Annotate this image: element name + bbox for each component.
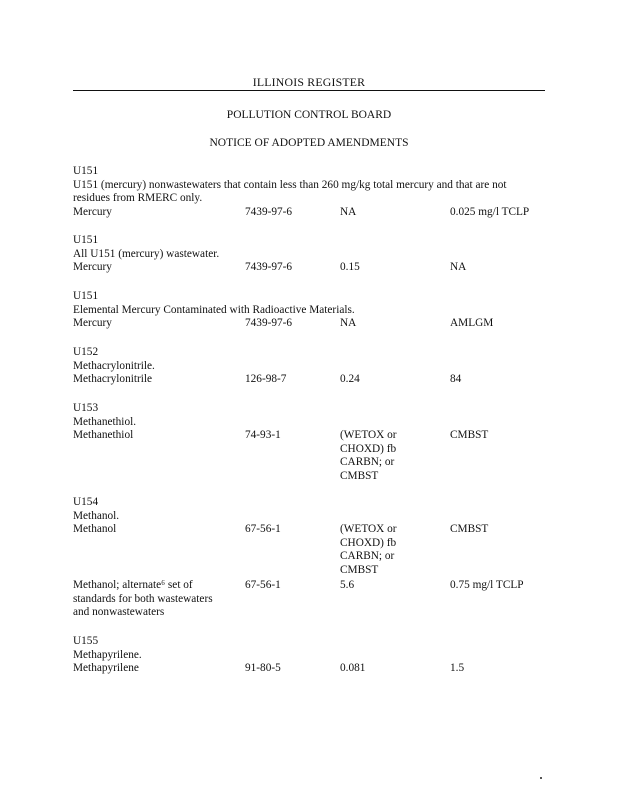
waste-entry bbox=[73, 290, 545, 331]
waste-description: Elemental Mercury Contaminated with Radioactive Materials. bbox=[73, 303, 355, 316]
nonwastewater-standard: AMLGM bbox=[450, 317, 494, 330]
register-title: ILLINOIS REGISTER bbox=[252, 75, 366, 89]
waste-entry bbox=[73, 402, 545, 485]
cas-number: 126-98-7 bbox=[245, 373, 287, 386]
waste-description: Methanol. bbox=[73, 509, 120, 522]
constituent-row bbox=[73, 261, 545, 275]
constituent-row bbox=[73, 662, 545, 676]
board-title: POLLUTION CONTROL BOARD bbox=[226, 109, 392, 121]
wastewater-standard: (WETOX or CHOXD) fb CARBN; or CMBST bbox=[340, 429, 397, 482]
nonwastewater-standard: 1.5 bbox=[450, 662, 465, 675]
waste-description: All U151 (mercury) wastewater. bbox=[73, 247, 220, 260]
waste-code: U155 bbox=[73, 635, 99, 647]
nonwastewater-standard: 0.75 mg/l TCLP bbox=[450, 579, 524, 592]
constituent-row bbox=[73, 206, 545, 220]
constituent-name: Methanol; alternate⁶ set of standards for both wastewaters and nonwastewaters bbox=[73, 579, 213, 619]
constituent-row bbox=[73, 373, 545, 387]
waste-entry bbox=[73, 234, 545, 275]
nonwastewater-standard: 0.025 mg/l TCLP bbox=[450, 205, 530, 218]
waste-code: U151 bbox=[73, 290, 99, 302]
constituent-row bbox=[73, 579, 545, 621]
waste-description: Methacrylonitrile. bbox=[73, 359, 155, 372]
cas-number: 7439-97-6 bbox=[245, 261, 293, 274]
constituent-name: Mercury bbox=[73, 317, 112, 330]
cas-number: 74-93-1 bbox=[245, 429, 281, 442]
wastewater-standard: 0.081 bbox=[340, 662, 366, 675]
waste-code: U152 bbox=[73, 346, 99, 358]
cas-number: 91-80-5 bbox=[245, 662, 281, 675]
nonwastewater-standard: CMBST bbox=[450, 523, 489, 536]
wastewater-standard: 5.6 bbox=[340, 579, 355, 592]
waste-code: U153 bbox=[73, 402, 99, 414]
waste-description: Methanethiol. bbox=[73, 415, 137, 428]
constituent-name: Methapyrilene bbox=[73, 662, 139, 675]
nonwastewater-standard: 84 bbox=[450, 373, 462, 386]
nonwastewater-standard: CMBST bbox=[450, 429, 489, 442]
waste-entry bbox=[73, 165, 545, 220]
waste-code: U154 bbox=[73, 496, 99, 508]
constituent-row bbox=[73, 317, 545, 331]
waste-description: Methapyrilene. bbox=[73, 648, 142, 661]
cas-number: 7439-97-6 bbox=[245, 317, 293, 330]
constituent-name: Mercury bbox=[73, 205, 112, 218]
nonwastewater-standard: NA bbox=[450, 261, 467, 274]
waste-description: U151 (mercury) nonwastewaters that contain less than 260 mg/kg total mercury and that are not residues from RMERC only. bbox=[73, 178, 507, 205]
cas-number: 67-56-1 bbox=[245, 523, 281, 536]
constituent-name: Methacrylonitrile bbox=[73, 373, 153, 386]
waste-code: U151 bbox=[73, 165, 99, 177]
wastewater-standard: NA bbox=[340, 317, 357, 330]
wastewater-standard: 0.24 bbox=[340, 373, 360, 386]
constituent-name: Mercury bbox=[73, 261, 112, 274]
waste-code: U151 bbox=[73, 234, 99, 246]
waste-entry bbox=[73, 635, 545, 676]
wastewater-standard: NA bbox=[340, 205, 357, 218]
wastewater-standard: (WETOX or CHOXD) fb CARBN; or CMBST bbox=[340, 523, 397, 576]
scan-speck bbox=[540, 777, 542, 779]
cas-number: 7439-97-6 bbox=[245, 205, 293, 218]
constituent-row bbox=[73, 429, 545, 485]
constituent-name: Methanethiol bbox=[73, 429, 134, 442]
header-rule bbox=[73, 90, 545, 91]
waste-entry bbox=[73, 496, 545, 621]
notice-title: NOTICE OF ADOPTED AMENDMENTS bbox=[209, 137, 409, 149]
cas-number: 67-56-1 bbox=[245, 579, 281, 592]
constituent-name: Methanol bbox=[73, 523, 117, 536]
wastewater-standard: 0.15 bbox=[340, 261, 360, 274]
constituent-row bbox=[73, 523, 545, 579]
waste-entry bbox=[73, 346, 545, 387]
